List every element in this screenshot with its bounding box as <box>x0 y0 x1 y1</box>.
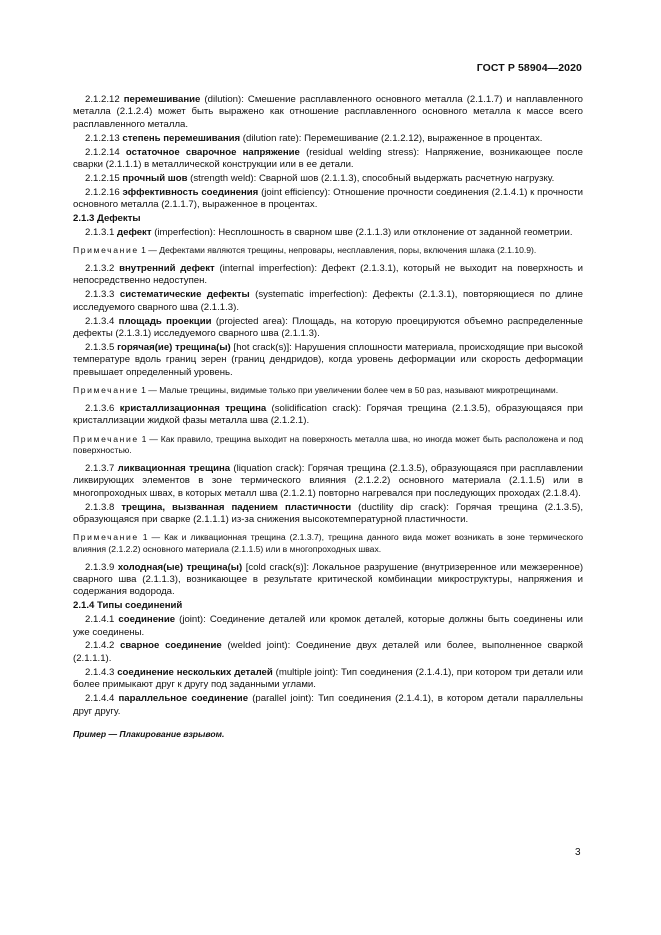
term-text: (welded joint): Соединение двух деталей или более, выполненное сваркой (2.1.1.1). <box>73 640 584 664</box>
term-definition <box>73 693 583 718</box>
term-name: холодная(ые) трещина(ы) <box>117 561 243 573</box>
term-definition <box>73 173 583 185</box>
term-name: горячая(ие) трещина(ы) <box>117 342 231 353</box>
paragraph-group-2-1-3-a <box>73 263 583 379</box>
term-name: дефект <box>117 227 152 239</box>
term-definition <box>73 403 583 428</box>
term-name: степень перемешивания <box>122 132 241 144</box>
paragraph-2-1-3-9 <box>73 562 583 599</box>
section-heading-2-1-3: 2.1.3 Дефекты <box>73 213 141 225</box>
note-text: 1 — Малые трещины, видимые только при увеличении более чем в 50 раз, называют микротрещинами. <box>138 385 559 396</box>
term-text: (ductility dip crack): Горячая трещина (2.1.3.5), образующаяся при сварке (2.1.1.1) из-за снижения высокотемпературной пластичности. <box>73 501 583 525</box>
term-number: 2.1.3.6 <box>85 402 115 414</box>
term-number: 2.1.2.13 <box>85 132 120 144</box>
example-text: Пример — Плакирование взрывом. <box>73 728 225 739</box>
term-number: 2.1.2.12 <box>85 94 120 105</box>
term-text: (joint): Соединение деталей или кромок деталей, которые должны быть соединены или уже соединены. <box>73 614 583 638</box>
term-definition <box>73 342 583 379</box>
term-number: 2.1.3.1 <box>85 227 115 239</box>
term-text: (imperfection): Несплошность в сварном шве (2.1.1.3) или отклонение от заданной геометрии. <box>151 227 573 239</box>
paragraph-2-1-3-1 <box>73 227 583 239</box>
note-text: 1 — Дефектами являются трещины, непровары, несплавления, поры, включения шлака (2.1.10.9). <box>138 245 537 256</box>
term-definition <box>73 562 583 599</box>
term-number: 2.1.3.5 <box>85 342 115 353</box>
term-definition <box>73 147 583 172</box>
term-definition <box>73 463 583 500</box>
term-number: 2.1.2.15 <box>85 172 120 184</box>
term-number: 2.1.4.4 <box>85 693 115 705</box>
term-definition <box>73 187 583 212</box>
term-definition <box>73 133 583 145</box>
term-name: соединение нескольких деталей <box>117 666 273 678</box>
term-name: ликвационная трещина <box>117 462 231 474</box>
term-text: (internal imperfection): Дефект (2.1.3.1), который не выходит на поверхность и непосредственно недоступен. <box>73 263 584 287</box>
term-text: (systematic imperfection): Дефекты (2.1.3.1), повторяющиеся по длине исследуемого сварного шва (2.1.1.3). <box>73 289 583 313</box>
term-number: 2.1.3.9 <box>85 561 115 573</box>
term-definition <box>73 502 583 527</box>
note-label: Примечание <box>73 245 139 256</box>
term-text: (liquation crack): Горячая трещина (2.1.3.5), образующаяся при расплавлении ликвирующих элементов в зоне термического влияния (2.1.2.2) основного материала (2.1.1.5) или в многопроходных швах, в которых металл шва (2.1.2.1) повторно нагревался при последующих проходах (2.1.8.4). <box>73 462 583 499</box>
term-text: (residual welding stress): Напряжение, возникающее после сварки (2.1.1.1) в металлической конструкции или в ее детали. <box>73 146 583 171</box>
page-number: 3 <box>575 847 581 858</box>
term-name: прочный шов <box>122 172 188 184</box>
note-label: Примечание <box>73 385 139 396</box>
paragraph-group-2-1-4 <box>73 614 583 718</box>
term-text: [hot crack(s)]: Нарушения сплошности материала, происходящие при высокой температуре вдоль границ зерен (границ дендридов), когда уровень деформации или скорость деформации превышает определенный уровень. <box>73 342 583 378</box>
term-name: систематические дефекты <box>119 289 250 301</box>
note-text: 1 — Как правило, трещина выходит на поверхность металла шва, но иногда может быть расположена и под поверхностью. <box>73 433 583 456</box>
term-text: (projected area): Площадь, на которую проецируются объемно распределенные дефекты (2.1.3.1) исследуемого сварного шва (2.1.1.3). <box>73 315 584 340</box>
term-name: перемешивание <box>123 94 201 105</box>
term-text: (solidification crack): Горячая трещина (2.1.3.5), образующаяся при кристаллизации жидкой фазы металла шва (2.1.2.1). <box>73 402 583 427</box>
term-definition <box>73 227 583 239</box>
term-text: (dilution rate): Перемешивание (2.1.2.12), выраженное в процентах. <box>240 132 543 144</box>
paragraph-group-2-1-2 <box>73 94 583 212</box>
term-definition <box>73 289 583 314</box>
term-name: внутренний дефект <box>119 263 215 275</box>
note <box>73 434 583 457</box>
note-label: Примечание <box>73 532 139 543</box>
term-definition <box>73 263 583 288</box>
term-name: соединение <box>118 614 176 626</box>
term-text: (multiple joint): Тип соединения (2.1.4.1), при котором три детали или более примыкают друг к другу под заданными углами. <box>73 666 583 691</box>
term-number: 2.1.4.3 <box>85 666 115 678</box>
term-definition <box>73 94 583 131</box>
term-name: кристаллизационная трещина <box>119 402 267 414</box>
term-number: 2.1.4.1 <box>85 614 115 626</box>
term-number: 2.1.2.14 <box>85 146 120 158</box>
term-name: эффективность соединения <box>122 186 259 198</box>
document-code: ГОСТ Р 58904—2020 <box>476 62 582 74</box>
paragraph-2-1-3-6 <box>73 403 583 428</box>
term-definition <box>73 316 583 341</box>
term-text: [cold crack(s)]: Локальное разрушение (внутризеренное или межзеренное) сварного шва (2.1.1.3), возникающее в результате критической комбинации микроструктуры, напряжения и содержания водорода. <box>73 561 584 598</box>
term-number: 2.1.3.4 <box>85 315 115 327</box>
note <box>73 532 583 555</box>
note-label: Примечание <box>73 433 139 444</box>
term-text: (dilution): Смешение расплавленного основного металла (2.1.1.7) и наплавленного металла (2.1.2.4) может быть выражено как отношение расплавленного основного металла к массе всего расплавленного металла. <box>73 94 583 130</box>
term-number: 2.1.4.2 <box>85 640 115 652</box>
term-name: трещина, вызванная падением пластичности <box>121 501 352 513</box>
note <box>73 245 583 257</box>
term-definition <box>73 640 583 665</box>
term-number: 2.1.3.8 <box>85 501 115 513</box>
term-text: (parallel joint): Тип соединения (2.1.4.1), в котором детали параллельны друг другу. <box>73 693 583 717</box>
term-definition <box>73 614 583 639</box>
note <box>73 385 583 397</box>
term-definition <box>73 667 583 692</box>
note-text: 1 — Как и ликвационная трещина (2.1.3.7), трещина данного вида может возникать в зоне термического влияния (2.1.2.2) основного материала (2.1.1.5) или в многопроходных швах. <box>73 532 583 554</box>
section-heading-2-1-4: 2.1.4 Типы соединений <box>73 600 183 612</box>
term-name: параллельное соединение <box>118 693 249 705</box>
page-content <box>73 94 583 740</box>
term-number: 2.1.2.16 <box>85 186 120 198</box>
term-name: остаточное сварочное напряжение <box>125 146 300 158</box>
term-name: сварное соединение <box>120 640 222 652</box>
term-name: площадь проекции <box>118 315 212 327</box>
term-number: 2.1.3.7 <box>85 462 115 474</box>
term-number: 2.1.3.2 <box>85 263 115 275</box>
term-number: 2.1.3.3 <box>85 289 115 301</box>
paragraph-group-2-1-3-b <box>73 463 583 527</box>
term-text: (strength weld): Сварной шов (2.1.1.3), способный выдержать расчетную нагрузку. <box>187 172 555 184</box>
term-text: (joint efficiency): Отношение прочности соединения (2.1.4.1) к прочности основного металла (2.1.1.7), выраженное в процентах. <box>73 186 583 211</box>
